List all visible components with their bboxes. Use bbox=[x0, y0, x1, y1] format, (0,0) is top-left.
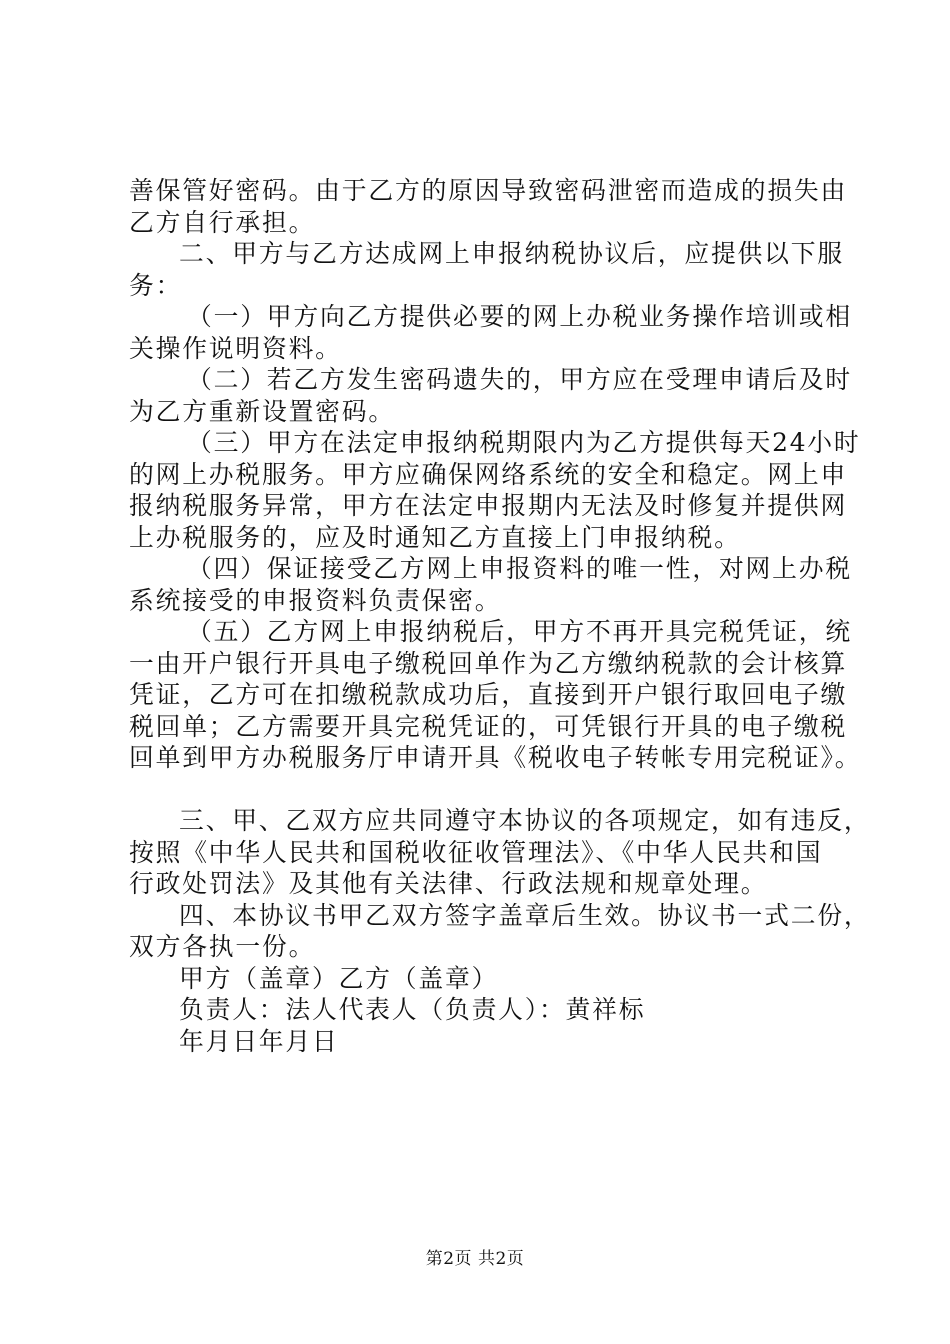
paragraph-line: 回单到甲方办税服务厅申请开具《税收电子转帐专用完税证》。 bbox=[129, 743, 862, 772]
paragraph-line: 二、甲方与乙方达成网上申报纳税协议后，应提供以下服 bbox=[179, 239, 844, 268]
paragraph-line: 一由开户银行开具电子缴税回单作为乙方缴纳税款的会计核算 bbox=[129, 648, 848, 678]
paragraph-line: 凭证，乙方可在扣缴税款成功后，直接到开户银行取回电子缴 bbox=[129, 680, 848, 709]
signature-line-responsible: 负责人：法人代表人（负责人）：黄祥标 bbox=[179, 995, 646, 1024]
page-number: 第2页 共2页 bbox=[425, 1249, 525, 1269]
paragraph-line: （二）若乙方发生密码遗失的，甲方应在受理申请后及时 bbox=[187, 365, 852, 394]
paragraph-line: 的网上办税服务。甲方应确保网络系统的安全和稳定。网上申 bbox=[129, 459, 848, 489]
paragraph-line: （四）保证接受乙方网上申报资料的唯一性，对网上办税 bbox=[187, 554, 852, 583]
paragraph-line: 善保管好密码。由于乙方的原因导致密码泄密而造成的损失由 bbox=[129, 176, 848, 205]
paragraph-line: 双方各执一份。 bbox=[129, 932, 316, 961]
paragraph-line: 行政处罚法》及其他有关法律、行政法规和规章处理。 bbox=[129, 869, 768, 898]
paragraph-line: 为乙方重新设置密码。 bbox=[129, 396, 395, 426]
paragraph-line: （一）甲方向乙方提供必要的网上办税业务操作培训或相 bbox=[187, 302, 852, 331]
paragraph-gap bbox=[129, 774, 835, 806]
document-body bbox=[129, 175, 871, 1057]
signature-line-party: 甲方（盖章）乙方（盖章） bbox=[179, 963, 499, 993]
paragraph-line: 务： bbox=[129, 270, 183, 300]
paragraph-line: 按照《中华人民共和国税收征收管理法》、《中华人民共和国 bbox=[129, 837, 823, 867]
paragraph-line: （三）甲方在法定申报纳税期限内为乙方提供每天24小时 bbox=[187, 428, 861, 457]
paragraph-line: 三、甲、乙双方应共同遵守本协议的各项规定，如有违反， bbox=[179, 806, 871, 835]
paragraph-line: 税回单；乙方需要开具完税凭证的，可凭银行开具的电子缴税 bbox=[129, 711, 848, 741]
paragraph-line: 报纳税服务异常，甲方在法定申报期内无法及时修复并提供网 bbox=[129, 491, 848, 520]
paragraph-line: （五）乙方网上申报纳税后，甲方不再开具完税凭证，统 bbox=[187, 617, 852, 646]
paragraph-line: 上办税服务的，应及时通知乙方直接上门申报纳税。 bbox=[129, 522, 741, 552]
signature-line-date: 年月日年月日 bbox=[179, 1026, 339, 1056]
paragraph-line: 四、本协议书甲乙双方签字盖章后生效。协议书一式二份， bbox=[179, 900, 871, 930]
paragraph-line: 乙方自行承担。 bbox=[129, 207, 316, 237]
paragraph-line: 关操作说明资料。 bbox=[129, 333, 342, 363]
paragraph-line: 系统接受的申报资料负责保密。 bbox=[129, 585, 502, 615]
